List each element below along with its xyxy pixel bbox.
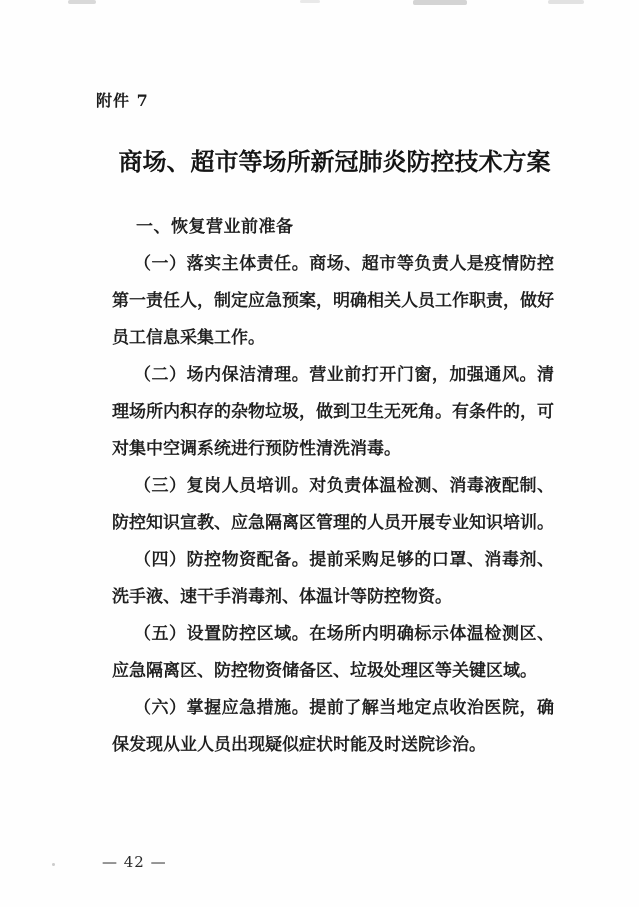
document-body [112, 209, 554, 764]
attachment-label: 附件 7 [96, 91, 149, 110]
document-title: 商场、超市等场所新冠肺炎防控技术方案 [118, 148, 551, 177]
paragraph-5: （五）设置防控区域。在场所内明确标示体温检测区、应急隔离区、防控物资储备区、垃圾处理区等关键区域。 [112, 624, 554, 681]
scan-artifact [413, 0, 467, 5]
scan-artifact [300, 0, 320, 3]
scan-artifact [52, 863, 55, 866]
page-number: — 42 — [102, 853, 167, 871]
paragraph-3: （三）复岗人员培训。对负责体温检测、消毒液配制、防控知识宣教、应急隔离区管理的人员开展专业知识培训。 [112, 476, 554, 533]
scan-artifact [548, 0, 584, 4]
section-heading: 一、恢复营业前准备 [136, 217, 294, 237]
paragraph-4: （四）防控物资配备。提前采购足够的口罩、消毒剂、洗手液、速干手消毒剂、体温计等防控物资。 [112, 550, 554, 607]
scan-artifact [68, 0, 96, 4]
paragraph-1: （一）落实主体责任。商场、超市等负责人是疫情防控第一责任人，制定应急预案，明确相关人员工作职责，做好员工信息采集工作。 [112, 254, 554, 348]
paragraph-2: （二）场内保洁清理。营业前打开门窗，加强通风。清理场所内积存的杂物垃圾，做到卫生无死角。有条件的，可对集中空调系统进行预防性清洗消毒。 [112, 365, 554, 459]
paragraph-6: （六）掌握应急措施。提前了解当地定点收治医院，确保发现从业人员出现疑似症状时能及时送院诊治。 [112, 698, 554, 755]
